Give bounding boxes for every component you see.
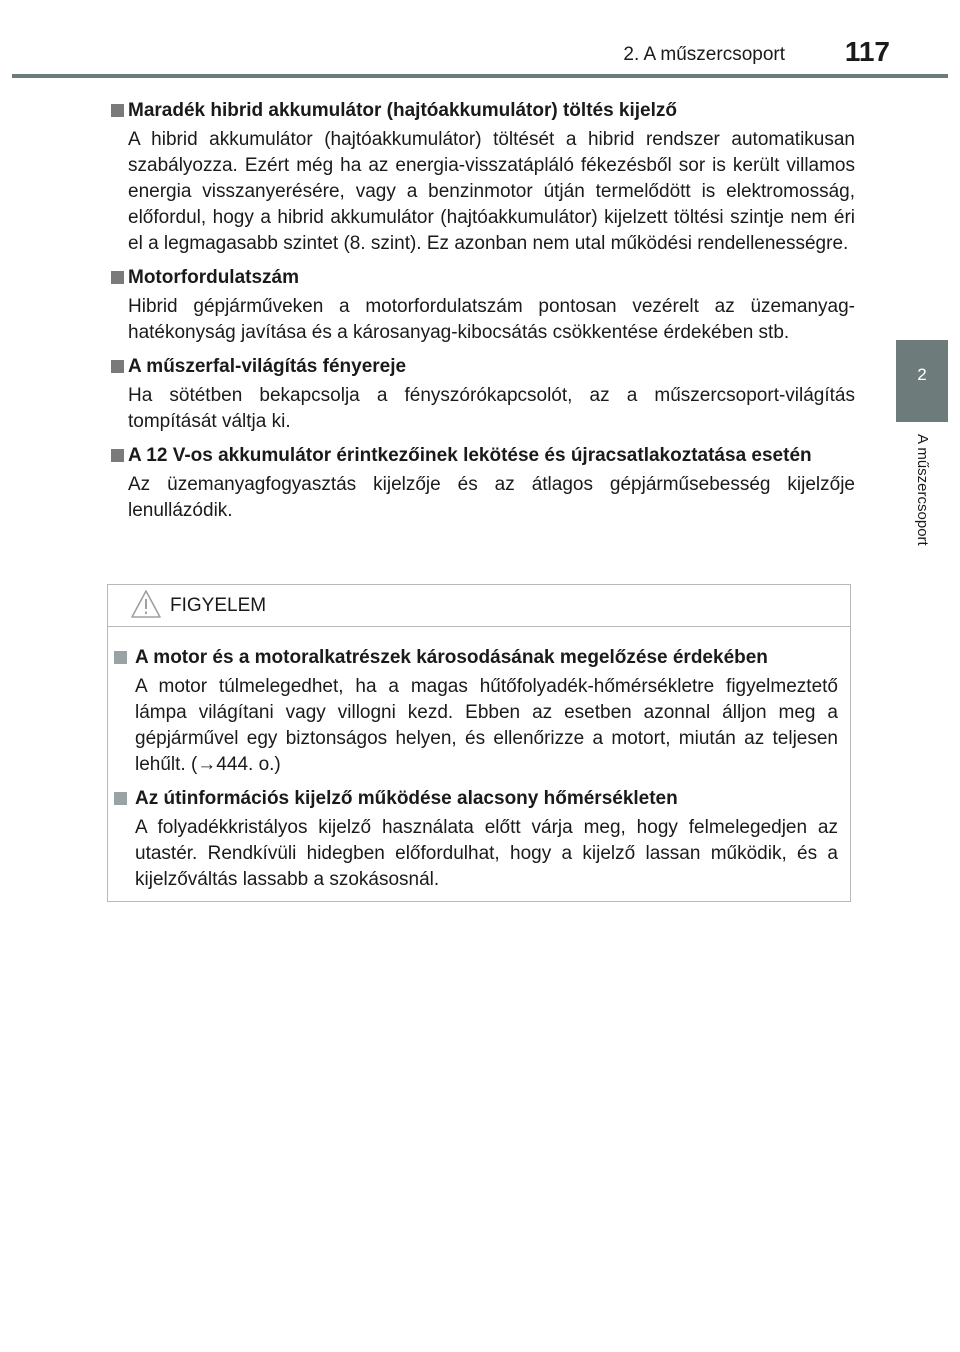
section-battery-reconnect bbox=[107, 443, 855, 524]
warning-item-engine-damage bbox=[110, 645, 838, 778]
side-tab-number: 2 bbox=[896, 340, 948, 422]
page-number: 117 bbox=[844, 36, 890, 67]
warning-body bbox=[108, 627, 850, 893]
section-dashboard-brightness bbox=[107, 354, 855, 435]
side-tab-label: A műszercsoport bbox=[914, 434, 931, 546]
warning-triangle-icon bbox=[130, 589, 162, 619]
warning-item-title: A motor és a motoralkatrészek károsodásának megelőzése érdekében bbox=[110, 645, 838, 671]
main-content bbox=[107, 90, 855, 524]
warning-item-title: Az útinformációs kijelző működése alacsony hőmérsékleten bbox=[110, 786, 838, 812]
warning-item-body: A motor túlmelegedhet, ha a magas hűtőfolyadék-hőmérsékletre figyelmeztető lámpa világítani vagy villogni kezd. Ebben az esetben azonnal álljon meg a gépjárművel egy biztonságos helyen, és ellenőrizze a motort, miután az teljesen lehűlt. (→444. o.) bbox=[135, 676, 838, 775]
header-chapter-title: 2. A műszercsoport bbox=[623, 44, 785, 65]
section-body: Hibrid gépjárműveken a motorfordulatszám pontosan vezérelt az üzemanyag-hatékonyság javítása és a károsanyag-kibocsátás csökkentése érdekében stb. bbox=[128, 296, 855, 343]
section-title: A műszerfal-világítás fényereje bbox=[107, 354, 855, 380]
section-body: Az üzemanyagfogyasztás kijelzője és az átlagos gépjárműsebesség kijelzője lenullázódik. bbox=[128, 474, 855, 521]
header-rule bbox=[12, 74, 948, 78]
warning-item-low-temperature bbox=[110, 786, 838, 893]
warning-title: FIGYELEM bbox=[170, 595, 267, 616]
warning-header bbox=[108, 585, 850, 627]
section-title: Motorfordulatszám bbox=[107, 265, 855, 291]
section-body: A hibrid akkumulátor (hajtóakkumulátor) töltését a hibrid rendszer automatikusan szabályozza. Ezért még ha az energia-visszatápláló fékezésből sor is került villamos energia visszanyerésére, vagy a benzinmotor útján termelődött is elektromosság, előfordul, hogy a hibrid akkumulátor (hajtóakkumulátor) kijelzett töltési szintje nem éri el a legmagasabb szintet (8. szint). Ez azonban nem utal működési rendellenességre. bbox=[128, 129, 855, 254]
warning-box bbox=[107, 584, 851, 902]
section-body: Ha sötétben bekapcsolja a fényszórókapcsolót, az a műszercsoport-világítás tompítását váltja ki. bbox=[128, 385, 855, 432]
warning-item-body: A folyadékkristályos kijelző használata előtt várja meg, hogy felmelegedjen az utastér. Rendkívüli hidegben előfordulhat, hogy a kijelző lassan működik, és a kijelzőváltás lassabb a szokásosnál. bbox=[135, 817, 838, 890]
section-engine-speed bbox=[107, 265, 855, 346]
section-title: A 12 V-os akkumulátor érintkezőinek lekötése és újracsatlakoztatása esetén bbox=[107, 443, 855, 469]
section-title: Maradék hibrid akkumulátor (hajtóakkumulátor) töltés kijelző bbox=[107, 98, 855, 124]
section-charge-indicator bbox=[107, 98, 855, 257]
